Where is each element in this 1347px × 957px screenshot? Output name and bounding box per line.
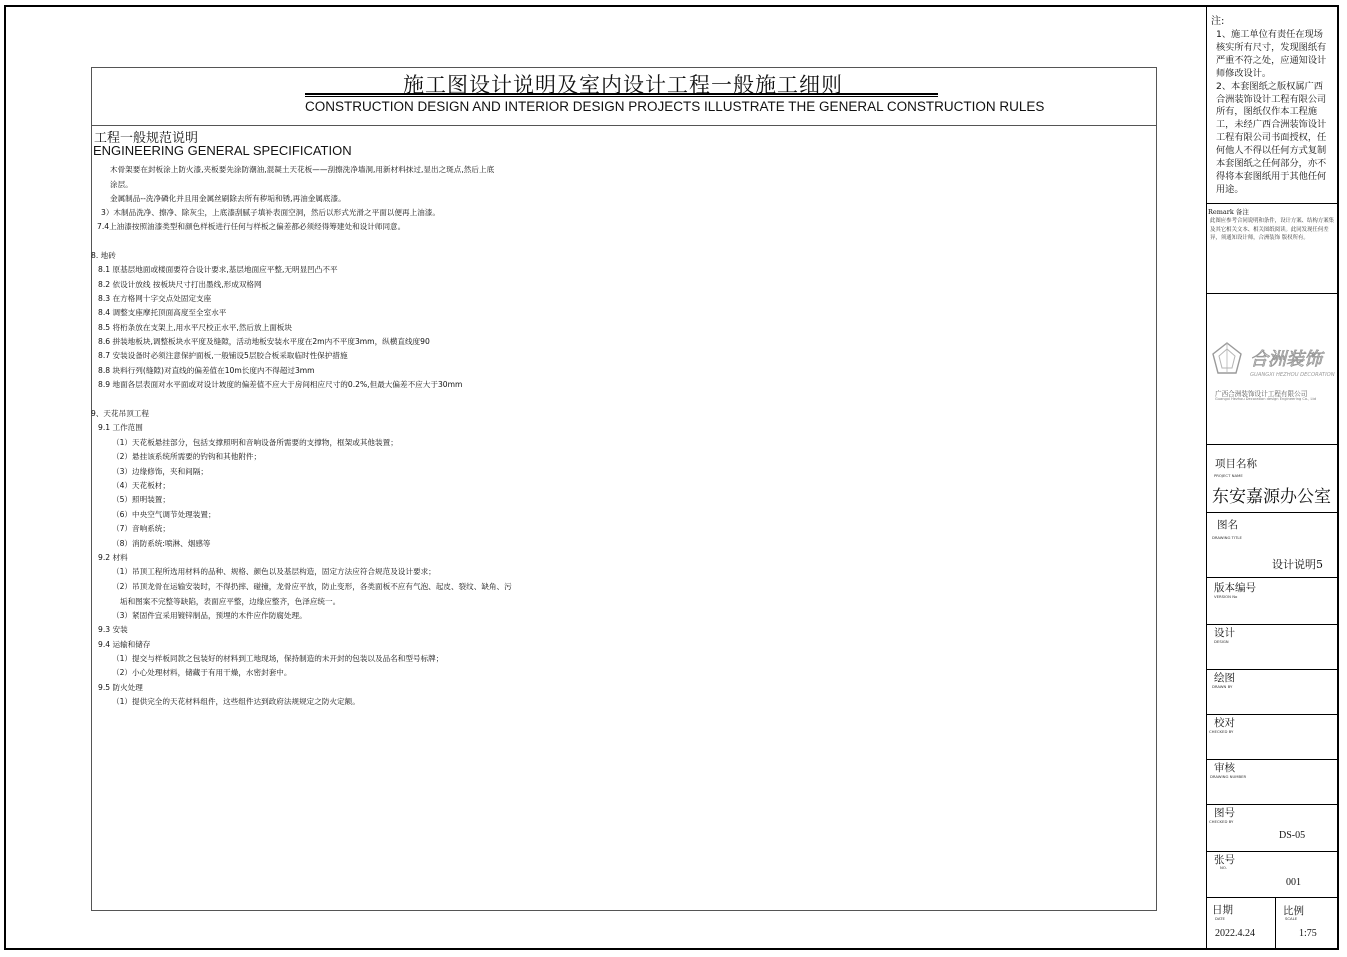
spec-line: （2）悬挂该系统所需要的钓钩和其他附件； [112, 452, 262, 461]
sheet-title-cn: 施工图设计说明及室内设计工程一般施工细则 [403, 73, 843, 97]
svg-text:合洲装饰: 合洲装饰 [1250, 349, 1322, 370]
checked-sub: CHECKED BY [1209, 729, 1234, 734]
spec-line: 8.5 将桁条放在支架上,用水平尺校正水平,然后放上面板块 [98, 323, 292, 332]
drawn-sub: DRAWN BY [1212, 684, 1233, 689]
date-sub: DATE [1215, 916, 1225, 921]
review-label: 审核 [1214, 762, 1235, 774]
section-heading-en: ENGINEERING GENERAL SPECIFICATION [93, 143, 352, 158]
remark-text: 此图应参考合同说明和条件，设计方案、结构方案集及其它相关文本、相关图纸阅读。此同发现任何差异，须通知设计师，合洲装饰 版权所有。 [1210, 218, 1334, 242]
company-name-cn: 广西合洲装饰设计工程有限公司 [1215, 390, 1308, 398]
project-name-label: 项目名称 [1215, 458, 1257, 470]
sheet-title-en: CONSTRUCTION DESIGN AND INTERIOR DESIGN PROJECTS ILLUSTRATE THE GENERAL CONSTRUCTION RULES [305, 99, 1045, 114]
project-name: 东安嘉源办公室 [1212, 487, 1331, 507]
spec-line: 8.3 在方格网十字交点处固定支座 [98, 294, 212, 303]
design-sub: DESIGN [1214, 639, 1229, 644]
sheet-no: 001 [1286, 877, 1301, 888]
divider [1206, 577, 1339, 578]
spec-line: （8）消防系统:喷淋、烟感等 [112, 539, 211, 548]
date-label: 日期 [1212, 904, 1233, 916]
spec-line: 9.1 工作范围 [98, 423, 143, 432]
note-label: 注: [1211, 16, 1225, 27]
spec-line: 8.8 块料行列(缝隙)对直线的偏差值在10m长度内不得超过3mm [98, 366, 315, 375]
spec-line: 9.2 材料 [98, 553, 128, 562]
drawing-no-sub: CHECKED BY [1209, 819, 1234, 824]
review-sub: DRAWING NUMBER [1210, 774, 1247, 779]
spec-line: （5）照明装置； [112, 495, 170, 504]
spec-line: （4）天花板材； [112, 481, 170, 490]
divider [1206, 512, 1339, 513]
spec-line: 木骨架要在封板涂上防火漆,夹板要先涂防潮油,混凝土天花板——刮擦洗净墙洞,用新材料抹过,显出之斑点,然后上底 [110, 165, 495, 174]
spec-line: 垢和图案不完整等缺陷，表面应平整，边缘应整齐，色泽应统一。 [120, 597, 341, 606]
scale: 1:75 [1299, 928, 1317, 939]
date: 2022.4.24 [1215, 928, 1255, 939]
svg-text:GUANGXI HEZHOU DECORATION: GUANGXI HEZHOU DECORATION [1250, 372, 1335, 378]
company-logo [1210, 340, 1335, 382]
spec-line: 3）木制品洗净、擦净、除灰尘，上底漆刮腻子填补表面空洞，然后以形式光滑之平面以便再上油漆。 [101, 208, 440, 217]
spec-line: （7）音响系统； [112, 524, 170, 533]
spec-line: 8.1 原基层地面或楼面要符合设计要求,基层地面应平整,无明显凹凸不平 [98, 265, 338, 274]
version-label: 版本编号 [1214, 582, 1256, 594]
scale-label: 比例 [1283, 905, 1304, 917]
logo-divider [1206, 293, 1339, 294]
drawing-no-label: 图号 [1214, 807, 1235, 819]
drawing-title: 设计说明5 [1272, 558, 1323, 571]
drawing-no: DS-05 [1279, 830, 1306, 841]
spec-line: 9、天花吊顶工程 [91, 409, 149, 418]
spec-line: （3）边缘修饰，夹和间隔； [112, 467, 208, 476]
version-sub: VERSION No [1214, 594, 1238, 599]
drawing-title-sub: DRAWING TITLE [1212, 535, 1242, 540]
spec-line: （1）天花板悬挂部分，包括支撑照明和音响设备所需要的支撑物，框架或其他装置； [112, 438, 398, 447]
spec-line: 8.2 依设计放线 按板块尺寸打出墨线,形成双格网 [98, 280, 262, 289]
spec-line: （1）提交与样板同款之包装好的材料到工地现场，保持制造的未开封的包装以及品名和型号标牌； [112, 654, 444, 663]
spec-line: 9.4 运输和储存 [98, 640, 151, 649]
divider-vertical [1275, 897, 1276, 950]
company-name-en: Guangxi Hezhou Decoration design Engineering Co., Ltd [1215, 397, 1317, 401]
checked-label: 校对 [1214, 717, 1235, 729]
header-divider [91, 125, 1157, 126]
sheet-no-sub: NO. [1220, 865, 1227, 870]
spec-line: 涂层。 [110, 180, 133, 189]
spec-line: （2）吊顶龙骨在运输安装时，不得扔摔、碰撞，龙骨应平放，防止变形，各类面板不应有气泡、起皮、裂纹、缺角、污 [112, 582, 512, 591]
spec-line: 9.5 防火处理 [98, 683, 143, 692]
remark-divider [1206, 203, 1339, 204]
remark-label: Remark 备注 [1208, 208, 1249, 216]
drawn-label: 绘图 [1214, 672, 1235, 684]
spec-line: 8.7 安装设备时必须注意保护面板,一般铺设5层胶合板采取临时性保护措施 [98, 351, 348, 360]
drawing-title-label: 图名 [1217, 519, 1238, 531]
title-underline-thin [305, 96, 938, 97]
spec-line: 8.6 拼装地板块,调整板块水平度及缝隙，活动地板安装水平度在2m内不平度3mm，纵横直线度90 [98, 337, 430, 346]
spec-line: 9.3 安装 [98, 625, 128, 634]
spec-line: 金属制品--洗净磷化并且用金属丝刷除去所有秽垢和锈,再油金属底漆。 [110, 194, 346, 203]
title-underline [305, 93, 938, 95]
sheet-no-label: 张号 [1214, 854, 1235, 866]
spec-line: （6）中央空气调节处理装置； [112, 510, 216, 519]
divider [1206, 444, 1339, 445]
divider [1206, 897, 1339, 898]
spec-line: （1）吊顶工程所选用材料的品种、规格、颜色以及基层构造，固定方法应符合规范及设计要求； [112, 567, 436, 576]
spec-line: （3）紧固件宜采用镀锌制品，预埋的木件应作防腐处理。 [112, 611, 307, 620]
note-text: 1、施工单位有责任在现场核实所有尺寸，发现图纸有严重不符之处，应通知设计师修改设计。 2、本套图纸之版权属广西合洲装饰设计工程有限公司所有，图纸仅作本工程施工，未经广西合洲装饰设计工程有限公司书面授权，任何他人不得以任何方式复制本套图纸之任何部分，亦不得将本套图纸用于其他任何用途。 [1216, 29, 1327, 195]
design-label: 设计 [1214, 627, 1235, 639]
spec-line: （1）提供完全的天花材料组件，这些组件达到政府法规规定之防火定额。 [112, 697, 360, 706]
spec-line: 7.4上油漆按照油漆类型和颜色样板进行任何与样板之偏差都必须经得筹建处和设计师同意。 [97, 222, 406, 231]
spec-line: （2）小心处理材料，储藏于有用干燥，水密封套中。 [112, 668, 292, 677]
scale-sub: SCALE [1285, 916, 1298, 921]
section-heading-cn: 工程一般规范说明 [94, 131, 199, 146]
spec-line: 8. 地砖 [91, 251, 116, 260]
spec-line: 8.9 地面各层表面对水平面或对设计坡度的偏差值不应大于房间相应尺寸的0.2%,但最大偏差不应大于30mm [98, 380, 463, 389]
project-name-sub: PROJECT NAME [1214, 473, 1243, 478]
spec-line: 8.4 调整支座摩托顶面高度至全室水平 [98, 308, 227, 317]
